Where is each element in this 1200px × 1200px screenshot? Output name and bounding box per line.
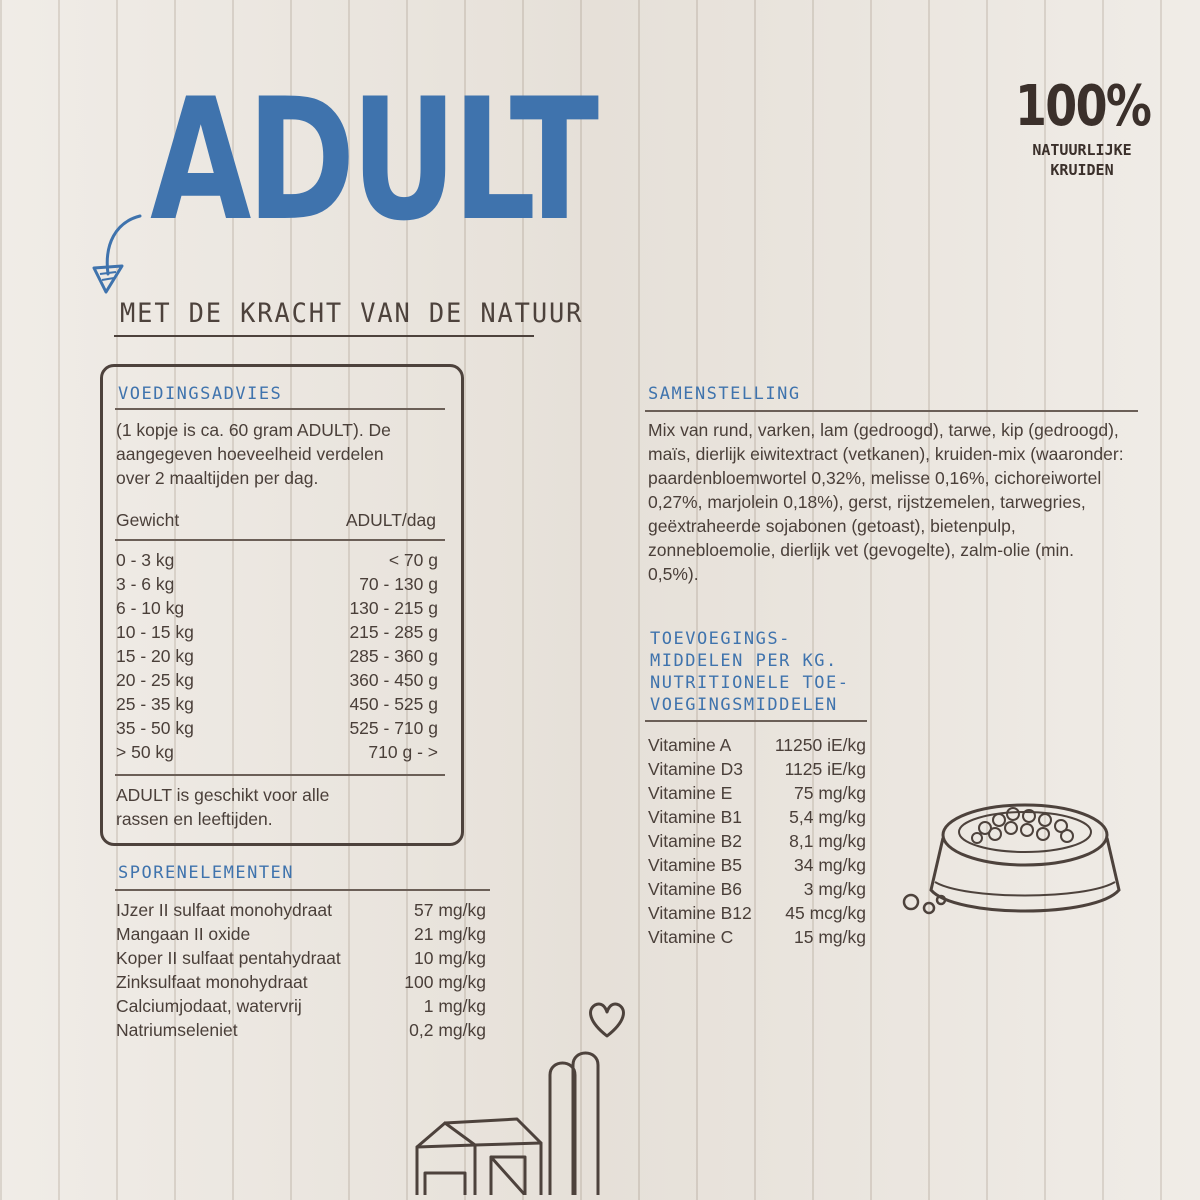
feeding-row — [116, 620, 438, 644]
trace-heading-rule — [115, 889, 490, 891]
badge-line-2: KRUIDEN — [1050, 161, 1114, 179]
trace-name: Calciumjodaat, watervrij — [116, 996, 302, 1016]
feeding-amount: 450 - 525 g — [349, 694, 438, 714]
additive-name: Vitamine C — [648, 927, 734, 947]
additive-row — [648, 901, 866, 925]
trace-name: IJzer II sulfaat monohydraat — [116, 900, 332, 920]
feeding-footer: ADULT is geschikt voor alle rassen en leeftijden. — [116, 785, 330, 829]
feeding-heading: VOEDINGSADVIES — [118, 384, 283, 404]
feeding-amount: 525 - 710 g — [349, 718, 438, 738]
additive-row — [648, 757, 866, 781]
col-weight-header: Gewicht — [116, 510, 180, 530]
feeding-weight: > 50 kg — [116, 742, 174, 762]
additive-value: 1125 iE/kg — [784, 759, 866, 779]
feeding-amount: 130 - 215 g — [349, 598, 438, 618]
trace-row — [116, 898, 486, 922]
tagline: MET DE KRACHT VAN DE NATUUR — [120, 298, 584, 329]
feeding-row — [116, 572, 438, 596]
trace-value: 100 mg/kg — [404, 972, 486, 992]
additive-name: Vitamine D3 — [648, 759, 744, 779]
additive-value: 8,1 mg/kg — [789, 831, 866, 851]
farm-icon — [405, 1045, 620, 1195]
feeding-row — [116, 644, 438, 668]
additive-name: Vitamine E — [648, 783, 733, 803]
additives-heading-line-4: VOEGINGSMIDDELEN — [650, 695, 838, 715]
trace-row — [116, 946, 486, 970]
additive-row — [648, 781, 866, 805]
trace-value: 1 mg/kg — [423, 996, 486, 1016]
additive-row — [648, 805, 866, 829]
product-title: ADULT — [150, 62, 595, 258]
composition-heading-rule — [645, 410, 1138, 412]
feeding-amount: 360 - 450 g — [349, 670, 438, 690]
additive-name: Vitamine B12 — [648, 903, 752, 923]
trace-value: 57 mg/kg — [414, 900, 486, 920]
additives-heading-line-3: NUTRITIONELE TOE- — [650, 673, 850, 693]
feeding-amount: 70 - 130 g — [359, 574, 438, 594]
trace-name: Natriumseleniet — [116, 1020, 238, 1040]
feeding-weight: 25 - 35 kg — [116, 694, 194, 714]
feeding-amount: 215 - 285 g — [349, 622, 438, 642]
feeding-amount: < 70 g — [388, 550, 438, 570]
additives-heading-rule — [645, 720, 867, 722]
trace-row — [116, 922, 486, 946]
feeding-intro: (1 kopje is ca. 60 gram ADULT). De aangegeven hoeveelheid verdelen over 2 maaltijden per dag. — [116, 420, 391, 488]
trace-row — [116, 1018, 486, 1042]
badge-caption — [1018, 140, 1146, 180]
composition-heading: SAMENSTELLING — [648, 384, 801, 404]
feeding-row — [116, 692, 438, 716]
trace-row — [116, 994, 486, 1018]
trace-table — [116, 898, 486, 1042]
additives-heading — [650, 628, 850, 716]
col-amount-header: ADULT/dag — [345, 510, 436, 530]
trace-name: Koper II sulfaat pentahydraat — [116, 948, 341, 968]
feeding-weight: 0 - 3 kg — [116, 550, 175, 570]
composition-text: Mix van rund, varken, lam (gedroogd), tarwe, kip (gedroogd), maïs, dierlijk eiwitextract (vetkanen), kruiden-mix (waaronder: paardenbloemwortel 0,32%, melisse 0,16%, cichoreiwortel 0,27%, marjolein 0,18%), gerst, rijstzemelen, tarwegries, geëxtraheerde sojabonen (getoast), bietenpulp, zonnebloemolie, dierlijk vet (gevogelte), zalm-olie (min. 0,5%). — [648, 420, 1124, 584]
additive-name: Vitamine B1 — [648, 807, 743, 827]
feeding-weight: 3 - 6 kg — [116, 574, 175, 594]
additive-value: 45 mcg/kg — [785, 903, 866, 923]
feeding-heading-rule — [115, 408, 445, 410]
feeding-row — [116, 596, 438, 620]
feeding-row — [116, 548, 438, 572]
additive-row — [648, 877, 866, 901]
additives-table — [648, 733, 866, 949]
additive-name: Vitamine B2 — [648, 831, 743, 851]
arrow-icon — [88, 208, 158, 298]
feeding-row — [116, 668, 438, 692]
dog-bowl-icon — [895, 790, 1130, 930]
badge-line-1: NATUURLIJKE — [1032, 141, 1132, 159]
trace-value: 0,2 mg/kg — [409, 1020, 486, 1040]
feeding-row — [116, 716, 438, 740]
feeding-weight: 15 - 20 kg — [116, 646, 194, 666]
trace-value: 10 mg/kg — [414, 948, 486, 968]
heart-icon — [585, 1000, 629, 1040]
additives-heading-line-2: MIDDELEN PER KG. — [650, 651, 838, 671]
trace-row — [116, 970, 486, 994]
additive-value: 3 mg/kg — [803, 879, 866, 899]
additive-row — [648, 733, 866, 757]
additive-value: 75 mg/kg — [794, 783, 866, 803]
feeding-weight: 20 - 25 kg — [116, 670, 194, 690]
badge-percent: 100% — [1015, 74, 1151, 139]
additive-row — [648, 853, 866, 877]
trace-heading: SPORENELEMENTEN — [118, 863, 295, 883]
feeding-amount: 285 - 360 g — [349, 646, 438, 666]
trace-name: Zinksulfaat monohydraat — [116, 972, 308, 992]
trace-value: 21 mg/kg — [414, 924, 486, 944]
feeding-row — [116, 740, 438, 764]
feeding-table — [116, 548, 438, 764]
additive-row — [648, 925, 866, 949]
additive-value: 34 mg/kg — [794, 855, 866, 875]
feeding-weight: 35 - 50 kg — [116, 718, 194, 738]
feeding-weight: 10 - 15 kg — [116, 622, 194, 642]
feeding-weight: 6 - 10 kg — [116, 598, 185, 618]
additive-name: Vitamine A — [648, 735, 732, 755]
feeding-table-rule — [115, 539, 445, 541]
trace-name: Mangaan II oxide — [116, 924, 251, 944]
additive-name: Vitamine B6 — [648, 879, 743, 899]
additives-heading-line-1: TOEVOEGINGS- — [650, 629, 791, 649]
tagline-underline — [114, 335, 534, 337]
additive-value: 5,4 mg/kg — [789, 807, 866, 827]
feeding-amount: 710 g - > — [368, 742, 438, 762]
feeding-footer-rule — [115, 774, 445, 776]
additive-row — [648, 829, 866, 853]
additive-value: 15 mg/kg — [794, 927, 866, 947]
additive-name: Vitamine B5 — [648, 855, 743, 875]
additive-value: 11250 iE/kg — [774, 735, 866, 755]
